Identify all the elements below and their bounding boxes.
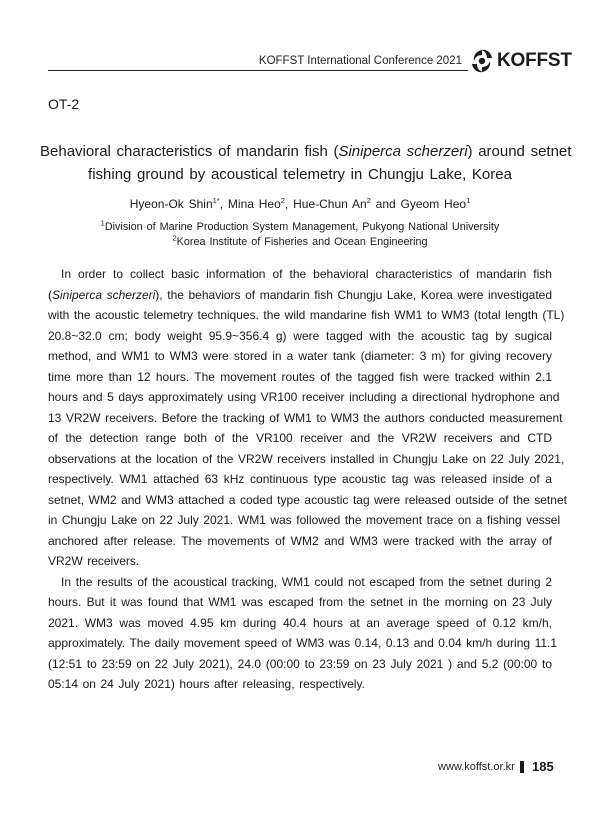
- author-separator: ,: [284, 197, 294, 211]
- text-line: respectively. WM1 attached 63 kHz continuous type acoustic tag was released inside of a: [48, 472, 552, 486]
- species-name: Siniperca scherzeri: [52, 287, 156, 302]
- text-line: 20.8~32.0 cm; body weight 95.9~356.4 g) were tagged with the acoustic tag by sugical: [48, 328, 552, 343]
- author-name: Mina Heo: [227, 197, 281, 211]
- author-affiliation-mark: 2: [280, 196, 285, 205]
- author-name: Hyeon-Ok Shin: [129, 197, 213, 211]
- line-text: the behaviors of mandarin fish Chungju Lake, Korea were investigated: [167, 287, 553, 302]
- text-line: (12:51 to 23:59 on 22 July 2021), 24.0 (00:00 to 23:59 on 23 July 2021 ) and 5.2 (00:00 to: [48, 656, 552, 671]
- author-separator: and: [370, 197, 401, 211]
- footer-url: www.koffst.or.kr: [438, 761, 515, 773]
- title-text: Behavioral characteristics of mandarin fish (: [40, 143, 339, 160]
- affiliation-text: Korea Institute of Fisheries and Ocean Engineering: [176, 236, 428, 248]
- text-line: 13 VR2W receivers. Before the tracking of WM1 to WM3 the authors conducted measurement: [48, 410, 563, 425]
- text-line: 2021. WM3 was moved 4.95 km during 40.4 hours at an average speed of 0.12 km/h,: [48, 615, 552, 630]
- text-line: 05:14 on 24 July 2021) hours after releasing, respectively.: [48, 677, 365, 691]
- header-rule: [48, 70, 468, 71]
- koffst-logo: [470, 46, 572, 76]
- affiliation-mark: 1: [100, 218, 105, 228]
- title-line-2: fishing ground by acoustical telemetry in Chungju Lake, Korea: [88, 166, 512, 183]
- author-affiliation-mark: 2: [366, 196, 371, 205]
- text-line: method, and WM1 to WM3 were stored in a water tank (diameter: 3 m) for giving recovery: [48, 349, 552, 363]
- text-line: approximately. The daily movement speed of WM3 was 0.14, 0.13 and 0.04 km/h during 11.1: [48, 636, 558, 650]
- logo-wordmark: KOFFST: [497, 50, 572, 71]
- text-line: of the detection range both of the VR100 receiver and the VR2W receivers and CTD: [48, 431, 552, 445]
- punctuation: ),: [155, 287, 163, 302]
- author-list: [40, 197, 560, 211]
- text-line: in Chungju Lake on 22 July 2021. WM1 was followed the movement trace on a fishing vessel: [48, 513, 561, 527]
- author-affiliation-mark: 1: [466, 196, 471, 205]
- conference-header: KOFFST International Conference 2021: [258, 55, 462, 67]
- affiliation-text: Division of Marine Production System Management, Pukyong National University: [104, 221, 500, 233]
- swirl-fish-icon: [470, 48, 494, 74]
- text-line: observations at the location of the VR2W receivers installed in Chungju Lake on 22 July 2021,: [48, 451, 565, 466]
- title-line-1: [40, 140, 572, 163]
- footer-divider: [520, 761, 524, 773]
- page-number: 185: [532, 759, 554, 774]
- author-separator: ,: [219, 197, 228, 211]
- affiliation-mark: 2: [172, 233, 177, 243]
- author-name: Gyeom Heo: [400, 197, 467, 211]
- abstract-body: [48, 264, 567, 695]
- text-line: [48, 285, 552, 306]
- text-line: In order to collect basic information of the behavioral characteristics of mandarin fish: [61, 267, 552, 281]
- author-affiliation-mark: 1*: [212, 196, 220, 205]
- text-line: In the results of the acoustical tracking, WM1 could not escaped from the setnet during 2: [61, 574, 552, 589]
- text-line: hours. But it was found that WM1 was escaped from the setnet in the morning on 23 July: [48, 595, 552, 609]
- abstract-paragraph: [48, 264, 567, 572]
- affiliation: [40, 233, 560, 248]
- affiliation: [40, 218, 560, 233]
- paper-code: OT-2: [48, 96, 80, 112]
- text-line: anchored after release. The movements of WM2 and WM3 were tracked with the array of: [48, 533, 552, 548]
- text-line: VR2W receivers.: [48, 554, 140, 568]
- abstract-paragraph: [48, 572, 558, 695]
- author-name: Hue-Chun An: [293, 197, 367, 211]
- title-species-name: Siniperca scherzeri: [338, 143, 468, 160]
- text-line: with the acoustic telemetry techniques. the wild mandarine fish WM1 to WM3 (total length (TL): [48, 308, 565, 322]
- text-line: setnet, WM2 and WM3 attached a coded type acoustic tag were released outside of the setnet: [48, 492, 567, 507]
- text-line: hours and 5 days approximately using VR100 receiver including a directional hydrophone and: [48, 390, 560, 404]
- text-line: time more than 12 hours. The movement routes of the tagged fish were tracked within 2.1: [48, 369, 552, 384]
- punctuation: (: [48, 287, 52, 302]
- paper-title: [40, 140, 572, 186]
- title-text: ) around setnet: [467, 143, 572, 160]
